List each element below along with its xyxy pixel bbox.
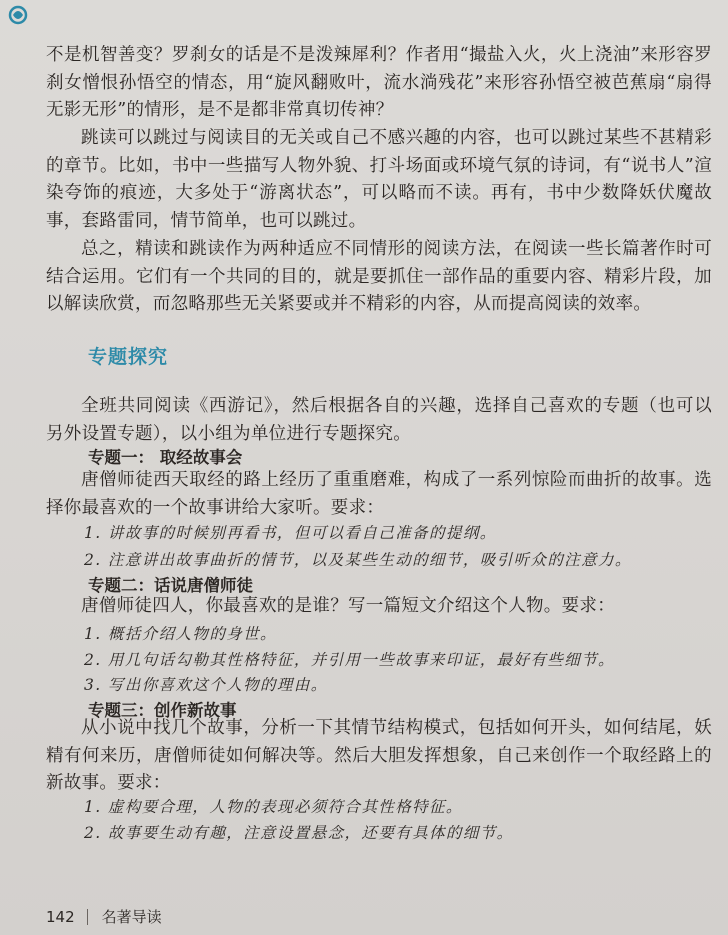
publisher-logo-icon [6, 4, 34, 26]
page-number: 142 [46, 907, 75, 926]
intro-paragraph: 全班共同阅读《西游记》，然后根据各自的兴趣，选择自己喜欢的专题（也可以另外设置专题），以小组为单位进行专题探究。 [46, 396, 712, 444]
topic-3-item-2: 2. 故事要生动有趣，注意设置悬念，还要有具体的细节。 [84, 824, 514, 842]
topic-1-item-1: 1. 讲故事的时候别再看书，但可以看自己准备的提纲。 [84, 524, 497, 542]
topic-2-desc: 唐僧师徒四人，你最喜欢的是谁？写一篇短文介绍这个人物。要求： [81, 596, 615, 616]
topic-2-item-1: 1. 概括介绍人物的身世。 [84, 625, 277, 643]
book-section-label: 名著导读 [101, 908, 162, 926]
paragraph-continuation: 不是机智善变？罗刹女的话是不是泼辣犀利？作者用“撮盐入火，火上浇油”来形容罗刹女憎恨孙悟空的情态，用“旋风翻败叶，流水淌残花”来形容孙悟空被芭蕉扇“扇得无影无形”的情形，是不是都非常真切传神？ [46, 45, 712, 120]
topic-1-desc: 唐僧师徒西天取经的路上经历了重重磨难，构成了一系列惊险而曲折的故事。选择你最喜欢的一个故事讲给大家听。要求： [46, 470, 712, 518]
topic-2-item-3: 3. 写出你喜欢这个人物的理由。 [84, 676, 328, 694]
page-footer [46, 906, 162, 927]
footer-divider [87, 909, 88, 925]
topic-1-item-2: 2. 注意讲出故事曲折的情节，以及某些生动的细节，吸引听众的注意力。 [84, 551, 632, 569]
topic-2-item-2: 2. 用几句话勾勒其性格特征，并引用一些故事来印证，最好有些细节。 [84, 651, 615, 669]
topic-3-title: 专题三：创作新故事 [88, 701, 237, 720]
paragraph-skim-reading: 跳读可以跳过与阅读目的无关或自己不感兴趣的内容，也可以跳过某些不甚精彩的章节。比如，书中一些描写人物外貌、打斗场面或环境气氛的诗词，有“说书人”渲染夸饰的痕迹，大多处于“游离状态”，可以略而不读。再有，书中少数降妖伏魔故事，套路雷同，情节简单，也可以跳过。 [46, 128, 712, 231]
paragraph-summary: 总之，精读和跳读作为两种适应不同情形的阅读方法，在阅读一些长篇著作时可结合运用。它们有一个共同的目的，就是要抓住一部作品的重要内容、精彩片段，加以解读欣赏，而忽略那些无关紧要或并不精彩的内容，从而提高阅读的效率。 [46, 239, 712, 314]
topic-2-title: 专题二：话说唐僧师徒 [88, 576, 253, 595]
section-title: 专题探究 [88, 346, 169, 368]
topic-3-desc: 从小说中找几个故事，分析一下其情节结构模式，包括如何开头，如何结尾，妖精有何来历，唐僧师徒如何解决等。然后大胆发挥想象，自己来创作一个取经路上的新故事。要求： [46, 718, 712, 793]
topic-3-item-1: 1. 虚构要合理，人物的表现必须符合其性格特征。 [84, 798, 463, 816]
topic-1-title: 专题一： 取经故事会 [88, 448, 243, 467]
